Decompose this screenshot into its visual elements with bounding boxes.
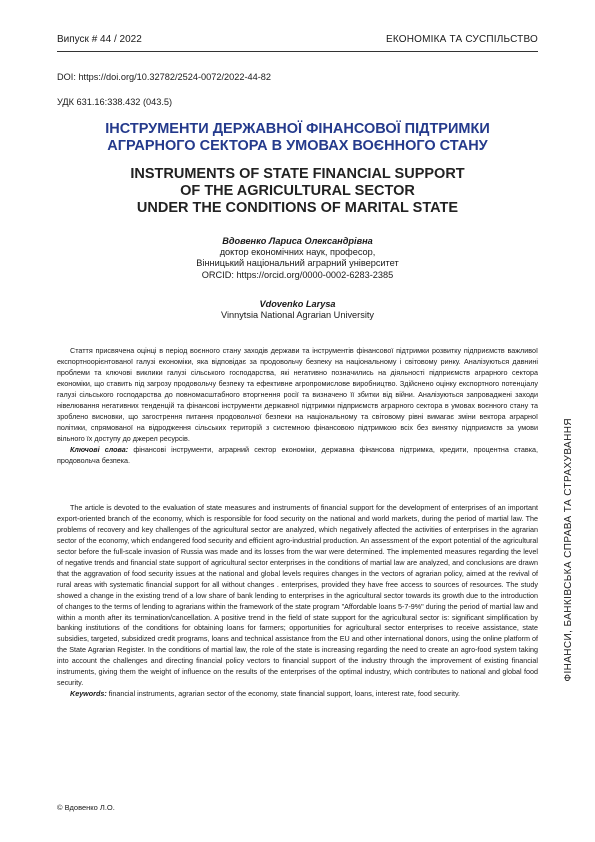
author-orcid[interactable]: ORCID: https://orcid.org/0000-0002-6283-2385 [201,269,394,280]
doi-link[interactable]: DOI: https://doi.org/10.32782/2524-0072/2022-44-82 [57,72,272,82]
keywords-ua-label: Ключові слова: [70,444,129,454]
author-degree: доктор економічних наук, професор, [219,247,376,258]
author-affiliation-en: Vinnytsia National Agrarian University [220,310,375,321]
title-ukrainian [57,121,538,155]
keywords-ua: фінансові інструменти, аграрний сектор економіки, державна фінансова підтримка, кредити, процентна ставка, продовольча безпека. [57,444,539,465]
title-ua-line: ІНСТРУМЕНТИ ДЕРЖАВНОЇ ФІНАНСОВОЇ ПІДТРИМКИ [105,121,490,137]
side-section-label: ФІНАНСИ, БАНКІВСЬКА СПРАВА ТА СТРАХУВАННЯ [563,418,574,682]
header-rule [57,51,538,52]
title-en-line: UNDER THE CONDITIONS OF MARITAL STATE [136,200,459,216]
title-english [57,166,538,217]
keywords-en: financial instruments, agrarian sector of the economy, state financial support, loans, interest rate, food security. [106,689,461,699]
abstract-ua-text: Стаття присвячена оцінці в період воєнного стану заходів держави та інструментів фінансової підтримки розвитку підприємств важливої експортноорієнтованої галузі економіки, яка відповідає за продовольчу безпеку на національному і світовому ринку. Аналізуються давнині проблеми та ключові виклики галузі сільського господарства, які негативно позначились на діяльності підприємств аграрного сектора економіки, що ставить під загрозу продовольчу безпеку та ефективне агропромислове виробництво. Здійснено оцінку експортного потенціалу галузі сільського господарства до повномасштабного вторгнення росії та визначено її збитки від війни. Аналізуються запроваджені заходи нівелювання негативних тенденцій та фінансові інструменти державної підтримки підприємств аграрного сектора в умовах воєнного стану та зроблено висновки, що загострення питання продовольчої безпеки на національному та світовому рівні вимагає зміни вектора аграрної політики, спрямованої на відродження сільських територій з системною фінансовою підтримкою всіх без винятку підприємств за умови вільного їх доступу до джерел ресурсів. [57,346,538,443]
copyright: © Вдовенко Л.О. [57,803,115,812]
author-block-ua [57,236,538,281]
abstract-ukrainian [57,346,538,466]
author-affiliation-ua: Вінницький національний аграрний університет [196,258,399,269]
author-name-en: Vdovenko Larysa [259,299,336,309]
abstract-en-text: The article is devoted to the evaluation of state measures and instruments of financial support for the development of enterprises of an important export-oriented branch of the economy, which is responsible for food security on the national and world markets, during the period of martial law. The problems of recovery and key challenges of the agricultural sector are analyzed, which negatively affected the activities of enterprises in the agrarian sector of the economy, which endangered food security and efficient agro-industrial production. An assessment of the export potential of the agricultural sector before the full-scale invasion of Russia was made and its losses from the war were determined. The implemented measures regarding the level of negative trends and financial state support of agricultural sector enterprises in the conditions of martial law are analyzed, and conclusions are drawn that the aggravation of food security issues at the national and global levels requires changes in the vectors of agrarian policy, aimed at the revival of rural areas with systematic financial support for all without changes . enterprises, provided they have free access to sources of resources. The study showed a change in the existing trend of a low share of bank lending to enterprises in the agricultural sector towards its growth due to the introduction of changes to the terms of lending to agrarians within the framework of the state program "Affordable loans 5-7-9%" during the period of martial law and within a month after its termination/cancellation. A positive trend in the field of state support for the agricultural sector is: significant simplification by banking institutions of the conditions for obtaining loans for farmers; opportunities for agricultural sector enterprises to receive assistance, state subsidies, targeted, subsidized credit programs, loans and technical assistance from the EU and other international donors, using the online platform of the State Agrarian Register. In the conditions of martial law, the role of the state is increasing regarding the need to create an agro-food system taking into account the challenges and directing financial policy vectors to financial support of the industry through the improvement of existing financial instruments, giving them the weight of influence on the results of the enterprises of the optimal industry, which contributes to national and global food security. [57,503,538,688]
author-name-ua: Вдовенко Лариса Олександрівна [222,236,373,246]
keywords-en-label: Keywords: [70,689,107,699]
issue-number: Випуск # 44 / 2022 [57,34,142,45]
udc-code: УДК 631.16:338.432 (043.5) [57,97,173,107]
title-en-line: INSTRUMENTS OF STATE FINANCIAL SUPPORT [130,166,465,182]
title-en-line: OF THE AGRICULTURAL SECTOR [180,183,415,199]
author-block-en [57,299,538,321]
abstract-english [57,503,538,700]
title-ua-line: АГРАРНОГО СЕКТОРА В УМОВАХ ВОЄННОГО СТАНУ [107,138,488,154]
journal-section: ЕКОНОМІКА ТА СУСПІЛЬСТВО [385,34,538,45]
running-header [57,34,538,48]
